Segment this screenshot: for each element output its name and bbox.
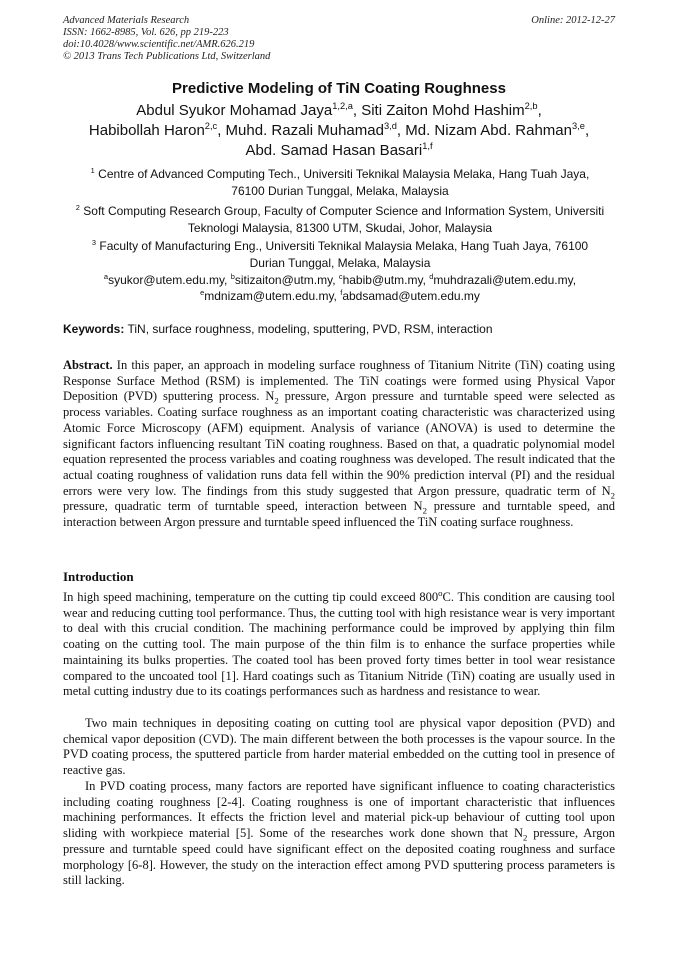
email-link[interactable]: abdsamad@utem.edu.my xyxy=(342,289,480,303)
paragraph-text: C. This condition are causing tool wear and reducing cutting tool performance. Thus, the cutting tool with high resistance wear is very important to deal with this crucial condition. The machining performance could be improved by applying thin film coating on the cutting tool. The main purpose of the thin film is to enhance the surface properties while maintaining its bulks properties. The coated tool has been proved forty times better in tool wear resistance compared to the uncoated tool [1]. Hard coatings such as Titanium Nitride (TiN) coating are usually used in metal cutting industry due to its coatings performances such as hardness and resistance to wear. xyxy=(63,590,615,699)
running-header xyxy=(63,15,270,63)
affiliation-number: 2 xyxy=(75,203,80,212)
affiliation-number: 3 xyxy=(91,238,97,247)
email-link[interactable]: syukor@utem.edu.my, xyxy=(108,273,231,287)
abstract xyxy=(63,358,615,531)
degree-mark: o xyxy=(438,587,443,598)
intro-paragraph-2: Two main techniques in depositing coating on cutting tool are physical vapor deposition (PVD) and chemical vapor deposition (CVD). The main different between the both processes is the vapour source. In the PVD coating process, the sputtered particle from harder material embedded on the cutting tool in presence of reactive gas. xyxy=(63,716,615,778)
email-mark: a xyxy=(103,272,109,281)
copyright-line: © 2013 Trans Tech Publications Ltd, Switzerland xyxy=(63,51,271,62)
author-affil-mark: 1,f xyxy=(422,141,433,151)
keywords-label: Keywords: xyxy=(63,322,125,336)
author-list xyxy=(55,101,623,161)
author-separator: , xyxy=(537,102,542,119)
email-link[interactable]: mdnizam@utem.edu.my, xyxy=(204,289,341,303)
author-separator: , xyxy=(584,122,590,139)
email-mark: e xyxy=(200,288,205,297)
abstract-text: pressure and turntable speed, and interaction between Argon pressure and turntable speed influenced the TiN coating surface roughness. xyxy=(63,499,615,530)
email-mark: b xyxy=(230,272,235,281)
section-heading-introduction: Introduction xyxy=(63,569,134,584)
intro-paragraph-3 xyxy=(63,779,615,889)
author-emails xyxy=(62,272,618,304)
author-name: Habibollah Haron xyxy=(88,122,205,139)
subscript: 2 xyxy=(610,490,615,501)
email-link[interactable]: muhdrazali@utem.edu.my, xyxy=(433,273,577,287)
affiliation-3 xyxy=(62,238,618,271)
author-separator: , xyxy=(217,122,226,139)
affiliation-text: Durian Tunggal, Melaka, Malaysia xyxy=(249,255,431,270)
paragraph-text: In PVD coating process, many factors are reported have significant influence to coating characteristics including coating roughness [2-4]. Coating roughness is one of important characteristic that influences machining performances. It effects the friction level and material pick-up behaviour of cutting tool upon sliding with workpiece material [5]. Some of the researches work done shown that N xyxy=(63,779,615,841)
email-mark: d xyxy=(429,272,434,281)
keywords xyxy=(63,321,623,337)
author-separator: , xyxy=(352,102,362,119)
author-affil-mark: 2,c xyxy=(204,121,218,131)
subscript: 2 xyxy=(274,395,279,406)
subscript: 2 xyxy=(523,832,528,843)
abstract-text: In this paper, an approach in modeling surface roughness of Titanium Nitrite (TiN) coating using Response Surface Method (RSM) is implemented. The TiN coatings were formed using Physical Vapor Deposition (PVD) sputtering process. N xyxy=(63,358,615,404)
affiliation-2 xyxy=(62,203,618,236)
abstract-text: pressure, Argon pressure and turntable speed were selected as process variables. Coating surface roughness as an important coating characteristic was characterized using Atomic Force Microscopy (AFM) equipment. Analysis of variance (ANOVA) is used to determine the significant factors influencing resultant TiN coating roughness. Based on that, a quadratic polynomial model equation represented the process variables and coating roughness was developed. The result indicated that the actual coating roughness of validation runs data fell within the 90% prediction interval (PI) and the residual errors were very low. The findings from this study suggested that Argon pressure, quadratic term of N xyxy=(63,389,616,498)
abstract-text: pressure, quadratic term of turntable speed, interaction between N xyxy=(63,499,423,514)
email-mark: c xyxy=(338,272,343,281)
author-name: Abdul Syukor Mohamad Jaya xyxy=(136,102,333,119)
online-date: Online: 2012-12-27 xyxy=(531,15,615,26)
paper-title: Predictive Modeling of TiN Coating Roughness xyxy=(172,80,506,97)
email-link[interactable]: sitizaiton@utm.my, xyxy=(234,273,339,287)
author-name: Abd. Samad Hasan Basari xyxy=(245,142,423,159)
affiliation-text: Teknologi Malaysia, 81300 UTM, Skudai, Johor, Malaysia xyxy=(187,220,493,235)
author-affil-mark: 1,2,a xyxy=(332,101,353,111)
email-mark: f xyxy=(340,288,343,297)
email-link[interactable]: habib@utm.my, xyxy=(342,273,430,287)
keywords-text: TiN, surface roughness, modeling, sputtering, PVD, RSM, interaction xyxy=(124,322,493,336)
affiliation-1 xyxy=(62,166,618,199)
subscript: 2 xyxy=(422,505,427,516)
issn-line: ISSN: 1662-8985, Vol. 626, pp 219-223 xyxy=(63,27,229,38)
doi-line: doi:10.4028/www.scientific.net/AMR.626.219 xyxy=(63,39,255,50)
paragraph-text: pressure, Argon pressure and turntable speed could have significant effect on the deposited coating roughness and surface morphology [6-8]. However, the study on the interaction effect among PVD sputtering process parameters is still lacking. xyxy=(63,826,615,888)
abstract-label: Abstract. xyxy=(63,358,113,372)
author-name: Siti Zaiton Mohd Hashim xyxy=(361,102,525,119)
affiliation-text: Centre of Advanced Computing Tech., Universiti Teknikal Malaysia Melaka, Hang Tuah Jaya, xyxy=(98,167,590,181)
author-affil-mark: 2,b xyxy=(524,101,538,111)
author-name: Muhd. Razali Muhamad xyxy=(225,122,384,139)
author-affil-mark: 3,d xyxy=(383,121,397,131)
affiliation-text: 76100 Durian Tunggal, Melaka, Malaysia xyxy=(231,183,449,198)
author-name: Md. Nizam Abd. Rahman xyxy=(405,122,572,139)
affiliation-text: Soft Computing Research Group, Faculty of Computer Science and Information System, Universiti xyxy=(83,204,605,218)
affiliation-text: Faculty of Manufacturing Eng., Universiti Teknikal Malaysia Melaka, Hang Tuah Jaya, 76100 xyxy=(99,239,589,253)
journal-name: Advanced Materials Research xyxy=(63,15,190,26)
paragraph-text: In high speed machining, temperature on the cutting tip could exceed 800 xyxy=(63,590,439,604)
intro-paragraph-1 xyxy=(63,587,615,700)
author-affil-mark: 3,e xyxy=(572,121,585,131)
affiliation-number: 1 xyxy=(90,166,95,175)
author-separator: , xyxy=(396,122,406,139)
